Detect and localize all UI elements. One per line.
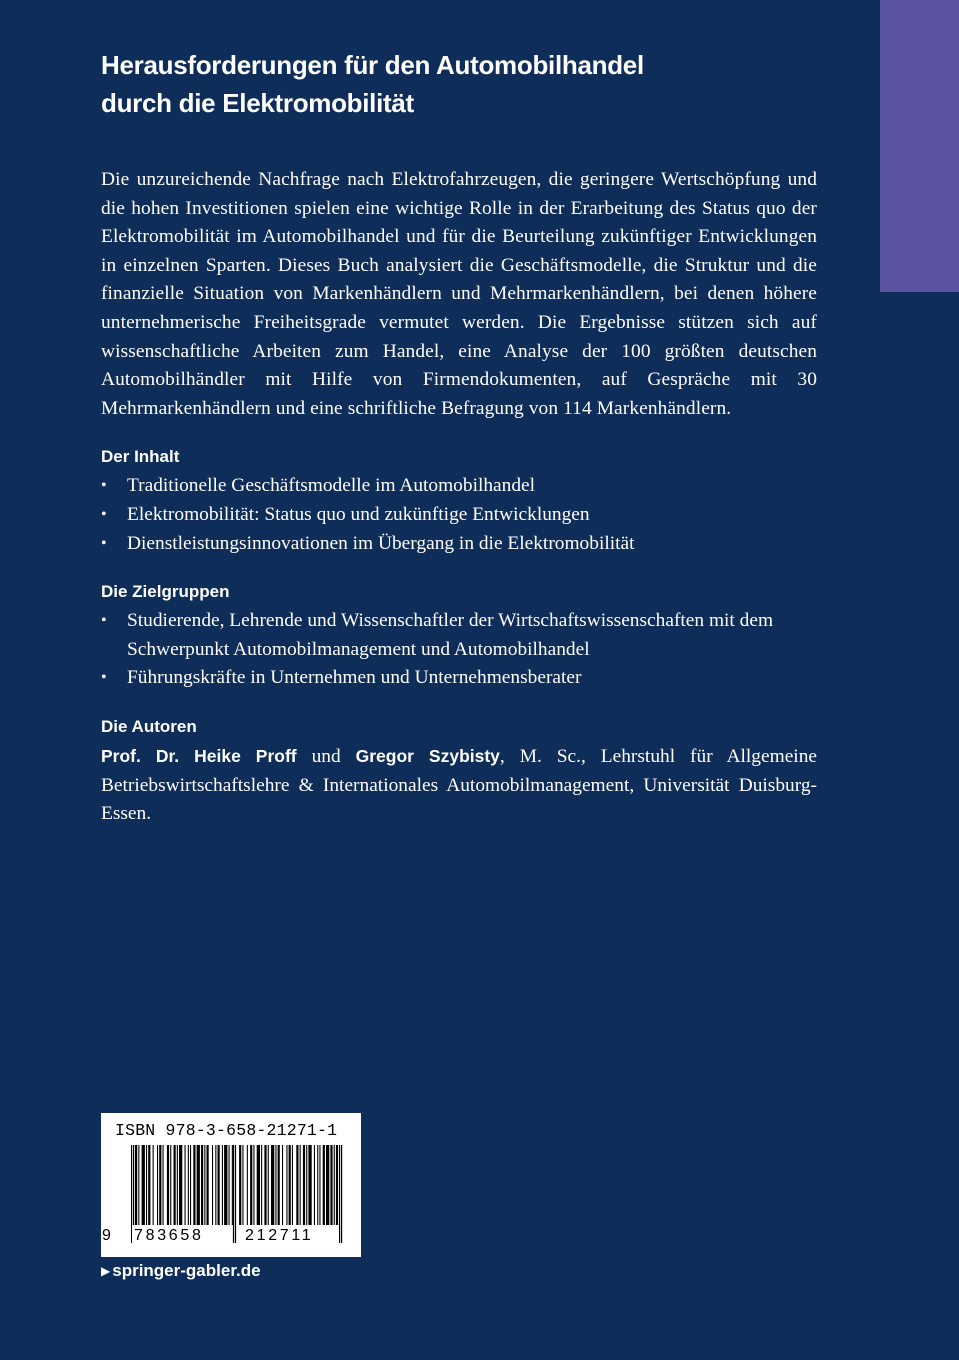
isbn-barcode	[101, 1113, 361, 1257]
intro-paragraph: Die unzureichende Nachfrage nach Elektrofahrzeugen, die geringere Wertschöpfung und die hohen Investitionen spielen eine wichtige Rolle in der Erarbeitung des Status quo der Elektromobilität im Automobilhandel und für die Beurteilung zukünftiger Entwicklungen in einzelnen Sparten. Dieses Buch analysiert die Geschäftsmodelle, die Struktur und die finanzielle Situation von Markenhändlern und Mehrmarkenhändlern, bei denen höhere unternehmerische Freiheitsgrade vermutet werden. Die Ergebnisse stützen sich auf wissenschaftliche Arbeiten zum Handel, eine Analyse der 100 größten deutschen Automobilhändler mit Hilfe von Firmendokumenten, auf Gespräche mit 30 Mehrmarkenhändlern und eine schriftliche Befragung von 114 Markenhändlern.	[101, 169, 817, 419]
list-item: • Elektromobilität: Status quo und zukünftige Entwicklungen	[101, 501, 817, 530]
authors-paragraph	[101, 742, 817, 829]
list-item: • Führungskräfte in Unternehmen und Unternehmensberater	[101, 664, 817, 693]
arrow-right-icon: ▶	[101, 1264, 111, 1278]
list-item: • Traditionelle Geschäftsmodelle im Automobilhandel	[101, 472, 817, 501]
back-cover-content	[101, 46, 817, 829]
title-line-2: durch die Elektromobilität	[101, 88, 414, 118]
autoren-heading: Die Autoren	[101, 716, 197, 736]
list-item: • Dienstleistungsinnovationen im Übergang in die Elektromobilität	[101, 530, 817, 559]
title-line-1: Herausforderungen für den Automobilhandel	[101, 50, 644, 80]
barcode-digits-left: 783658	[132, 1225, 206, 1247]
list-item: • Studierende, Lehrende und Wissenschaftler der Wirtschaftswissenschaften mit dem Schwerpunkt Automobilmanagement und Automobilhandel	[101, 607, 817, 664]
author-affiliation: , M. Sc., Lehrstuhl für Allgemeine Betriebswirtschaftslehre & Internationales Automobilmanagement, Universität Duisburg-Essen.	[101, 745, 817, 825]
book-title	[101, 46, 817, 122]
publisher-website[interactable]	[101, 1261, 261, 1281]
zielgruppen-heading: Die Zielgruppen	[101, 582, 230, 602]
author-1-name: Prof. Dr. Heike Proff	[101, 745, 297, 766]
website-text: springer-gabler.de	[112, 1261, 261, 1280]
inhalt-heading: Der Inhalt	[101, 447, 180, 467]
isbn-label: ISBN 978-3-658-21271-1	[115, 1121, 338, 1140]
inhalt-list	[101, 472, 817, 558]
zielgruppen-list	[101, 607, 817, 693]
accent-tab	[880, 0, 959, 292]
barcode-digits-right: 212711	[243, 1225, 315, 1247]
author-2-name: Gregor Szybisty	[355, 745, 500, 766]
barcode-digit-lead: 9	[102, 1227, 111, 1244]
author-connector: und	[296, 745, 356, 767]
